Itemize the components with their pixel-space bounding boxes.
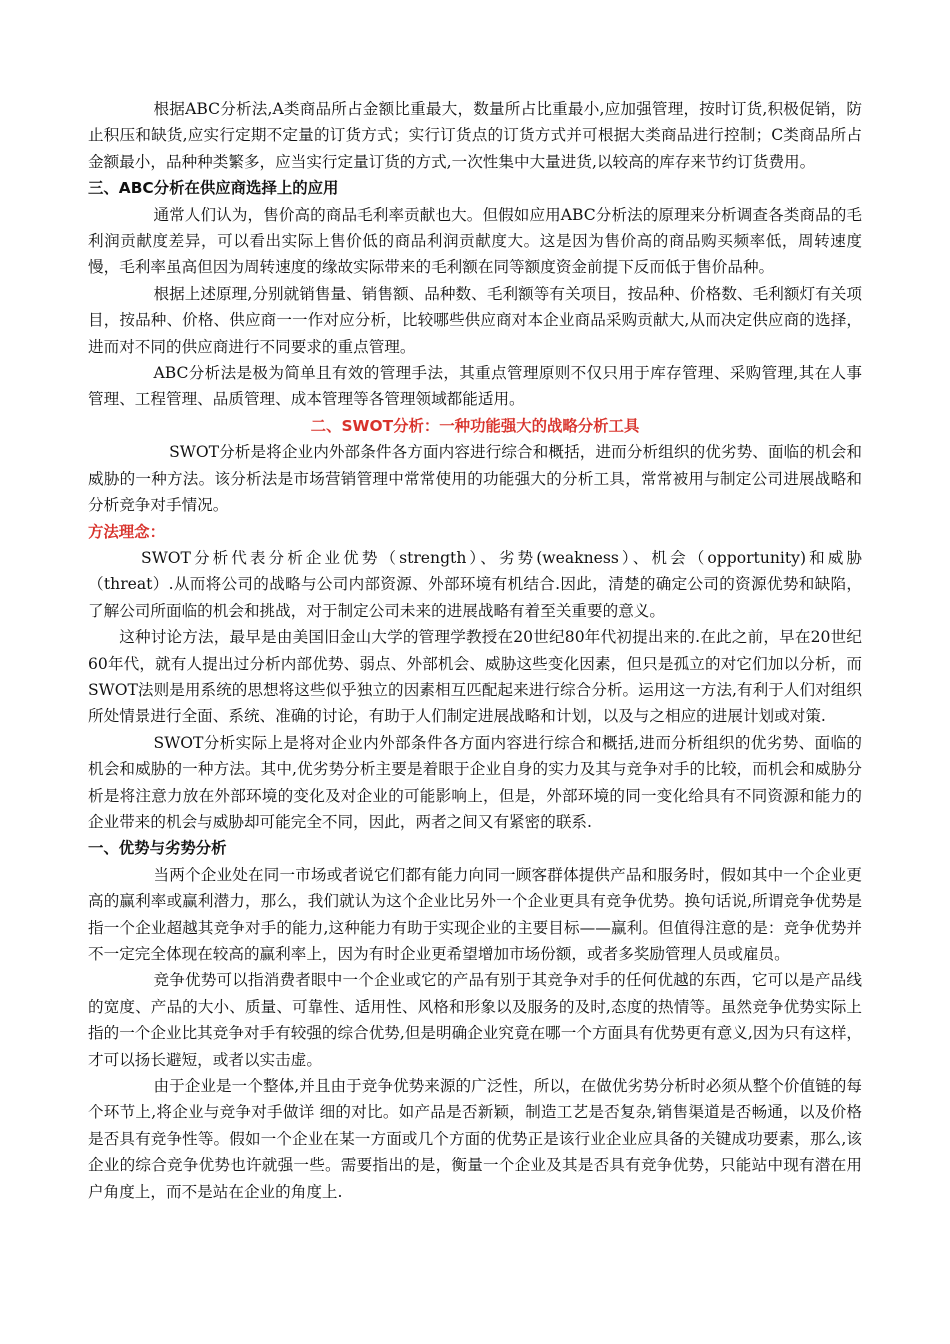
paragraph-advantage-definition: 竞争优势可以指消费者眼中一个企业或它的产品有别于其竞争对手的任何优越的东西，它可以是产品线的宽度、产品的大小、质量、可靠性、适用性、风格和形象以及服务的及时,态度的热情等。虽然竞争优势实际上指的一个企业比其竞争对手有较强的综合优势,但是明确企业究竟在哪一个方面具有优势更有意义,因为只有这样，才可以扬长避短，或者以实击虚。 [88,971,863,1069]
paragraph-swot-history: 这种讨论方法，最早是由美国旧金山大学的管理学教授在20世纪80年代初提出来的.在此之前，早在20世纪60年代，就有人提出过分析内部优势、弱点、外部机会、威胁这些变化因素，但只是孤立的对它们加以分析，而SWOT法则是用系统的思想将这些似乎独立的因素相互匹配起来进行综合分析。运用这一方法,有利于人们对组织所处情景进行全面、系统、准确的讨论，有助于人们制定进展战略和计划，以及与之相应的进展计划或对策. [88,628,862,726]
paragraph-margin-contribution: 通常人们认为，售价高的商品毛利率贡献也大。但假如应用ABC分析法的原理来分析调查各类商品的毛利润贡献度差异，可以看出实际上售价低的商品利润贡献度大。这是因为售价高的商品购买频率低，周转速度慢，毛利率虽高但因为周转速度的缘故实际带来的毛利额在同等额度资金前提下反而低于售价品种。 [88,205,862,277]
section-heading-supplier: 三、ABC分析在供应商选择上的应用 [88,179,339,198]
section-heading-strengths: 一、优势与劣势分析 [88,839,227,858]
paragraph-swot-intro: SWOT分析是将企业内外部条件各方面内容进行综合和概括，进而分析组织的优劣势、面临的机会和威胁的一种方法。该分析法是市场营销管理中常常使用的功能强大的分析工具，常常被用与制定公司进展战略和分析竞争对手情况。 [88,443,862,515]
section-heading-swot: 二、SWOT分析：一种功能强大的战略分析工具 [310,416,640,435]
paragraph-abc-inventory: 根据ABC分析法,A类商品所占金额比重最大，数量所占比重最小,应加强管理，按时订货,积极促销，防止积压和缺货,应实行定期不定量的订货方式；实行订货点的订货方式并可根据大类商品进行控制；C类商品所占金额最小，品种种类繁多，应当实行定量订货的方式,一次性集中大量进货,以较高的库存来节约订货费用。 [88,100,862,171]
paragraph-competitive-advantage: 当两个企业处在同一市场或者说它们都有能力向同一顾客群体提供产品和服务时，假如其中一个企业更高的赢利率或赢利潜力，那么，我们就认为这个企业比另外一个企业更具有竞争优势。换句话说,所谓竞争优势是指一个企业超越其竞争对手的能力,这种能力有助于实现企业的主要目标——赢利。但值得注意的是：竞争优势并不一定完全体现在较高的赢利率上，因为有时企业更希望增加市场份额，或者多奖励管理人员或雇员。 [88,865,862,963]
paragraph-swot-detail: SWOT分析实际上是将对企业内外部条件各方面内容进行综合和概括,进而分析组织的优劣势、面临的机会和威胁的一种方法。其中,优劣势分析主要是着眼于企业自身的实力及其与竞争对手的比较，而机会和威胁分析是将注意力放在外部环境的变化及对企业的可能影响上，但是，外部环境的同一变化给具有不同资源和能力的企业带来的机会与威胁却可能完全不同，因此，两者之间又有紧密的联系. [88,733,862,831]
subheading-method: 方法理念： [88,522,165,541]
paragraph-swot-concept: SWOT分析代表分析企业优势（strength）、劣势(weakness）、机会（opportunity)和威胁（threat）.从而将公司的战略与公司内部资源、外部环境有机结合.因此，清楚的确定公司的资源优势和缺陷，了解公司所面临的机会和挑战，对于制定公司未来的进展战略有着至关重要的意义。 [88,548,862,620]
document-page [88,96,862,1205]
paragraph-supplier-analysis: 根据上述原理,分别就销售量、销售额、品种数、毛利额等有关项目，按品种、价格数、毛利额灯有关项目，按品种、价格、供应商一一作对应分析，比较哪些供应商对本企业商品采购贡献大,从而决定供应商的选择，进而对不同的供应商进行不同要求的重点管理。 [88,284,862,356]
paragraph-value-chain: 由于企业是一个整体,并且由于竞争优势来源的广泛性，所以，在做优劣势分析时必须从整个价值链的每个环节上,将企业与竞争对手做详 细的对比。如产品是否新颖，制造工艺是否复杂,销售渠道是否畅通，以及价格是否具有竞争性等。假如一个企业在某一方面或几个方面的优势正是该行业企业应具备的关键成功要素，那么,该企业的综合竞争优势也许就强一些。需要指出的是，衡量一个企业及其是否具有竞争优势，只能站中现有潜在用户角度上，而不是站在企业的角度上. [88,1077,862,1201]
paragraph-abc-summary: ABC分析法是极为简单且有效的管理手法，其重点管理原则不仅只用于库存管理、采购管理,其在人事管理、工程管理、品质管理、成本管理等各管理领域都能适用。 [88,364,862,409]
